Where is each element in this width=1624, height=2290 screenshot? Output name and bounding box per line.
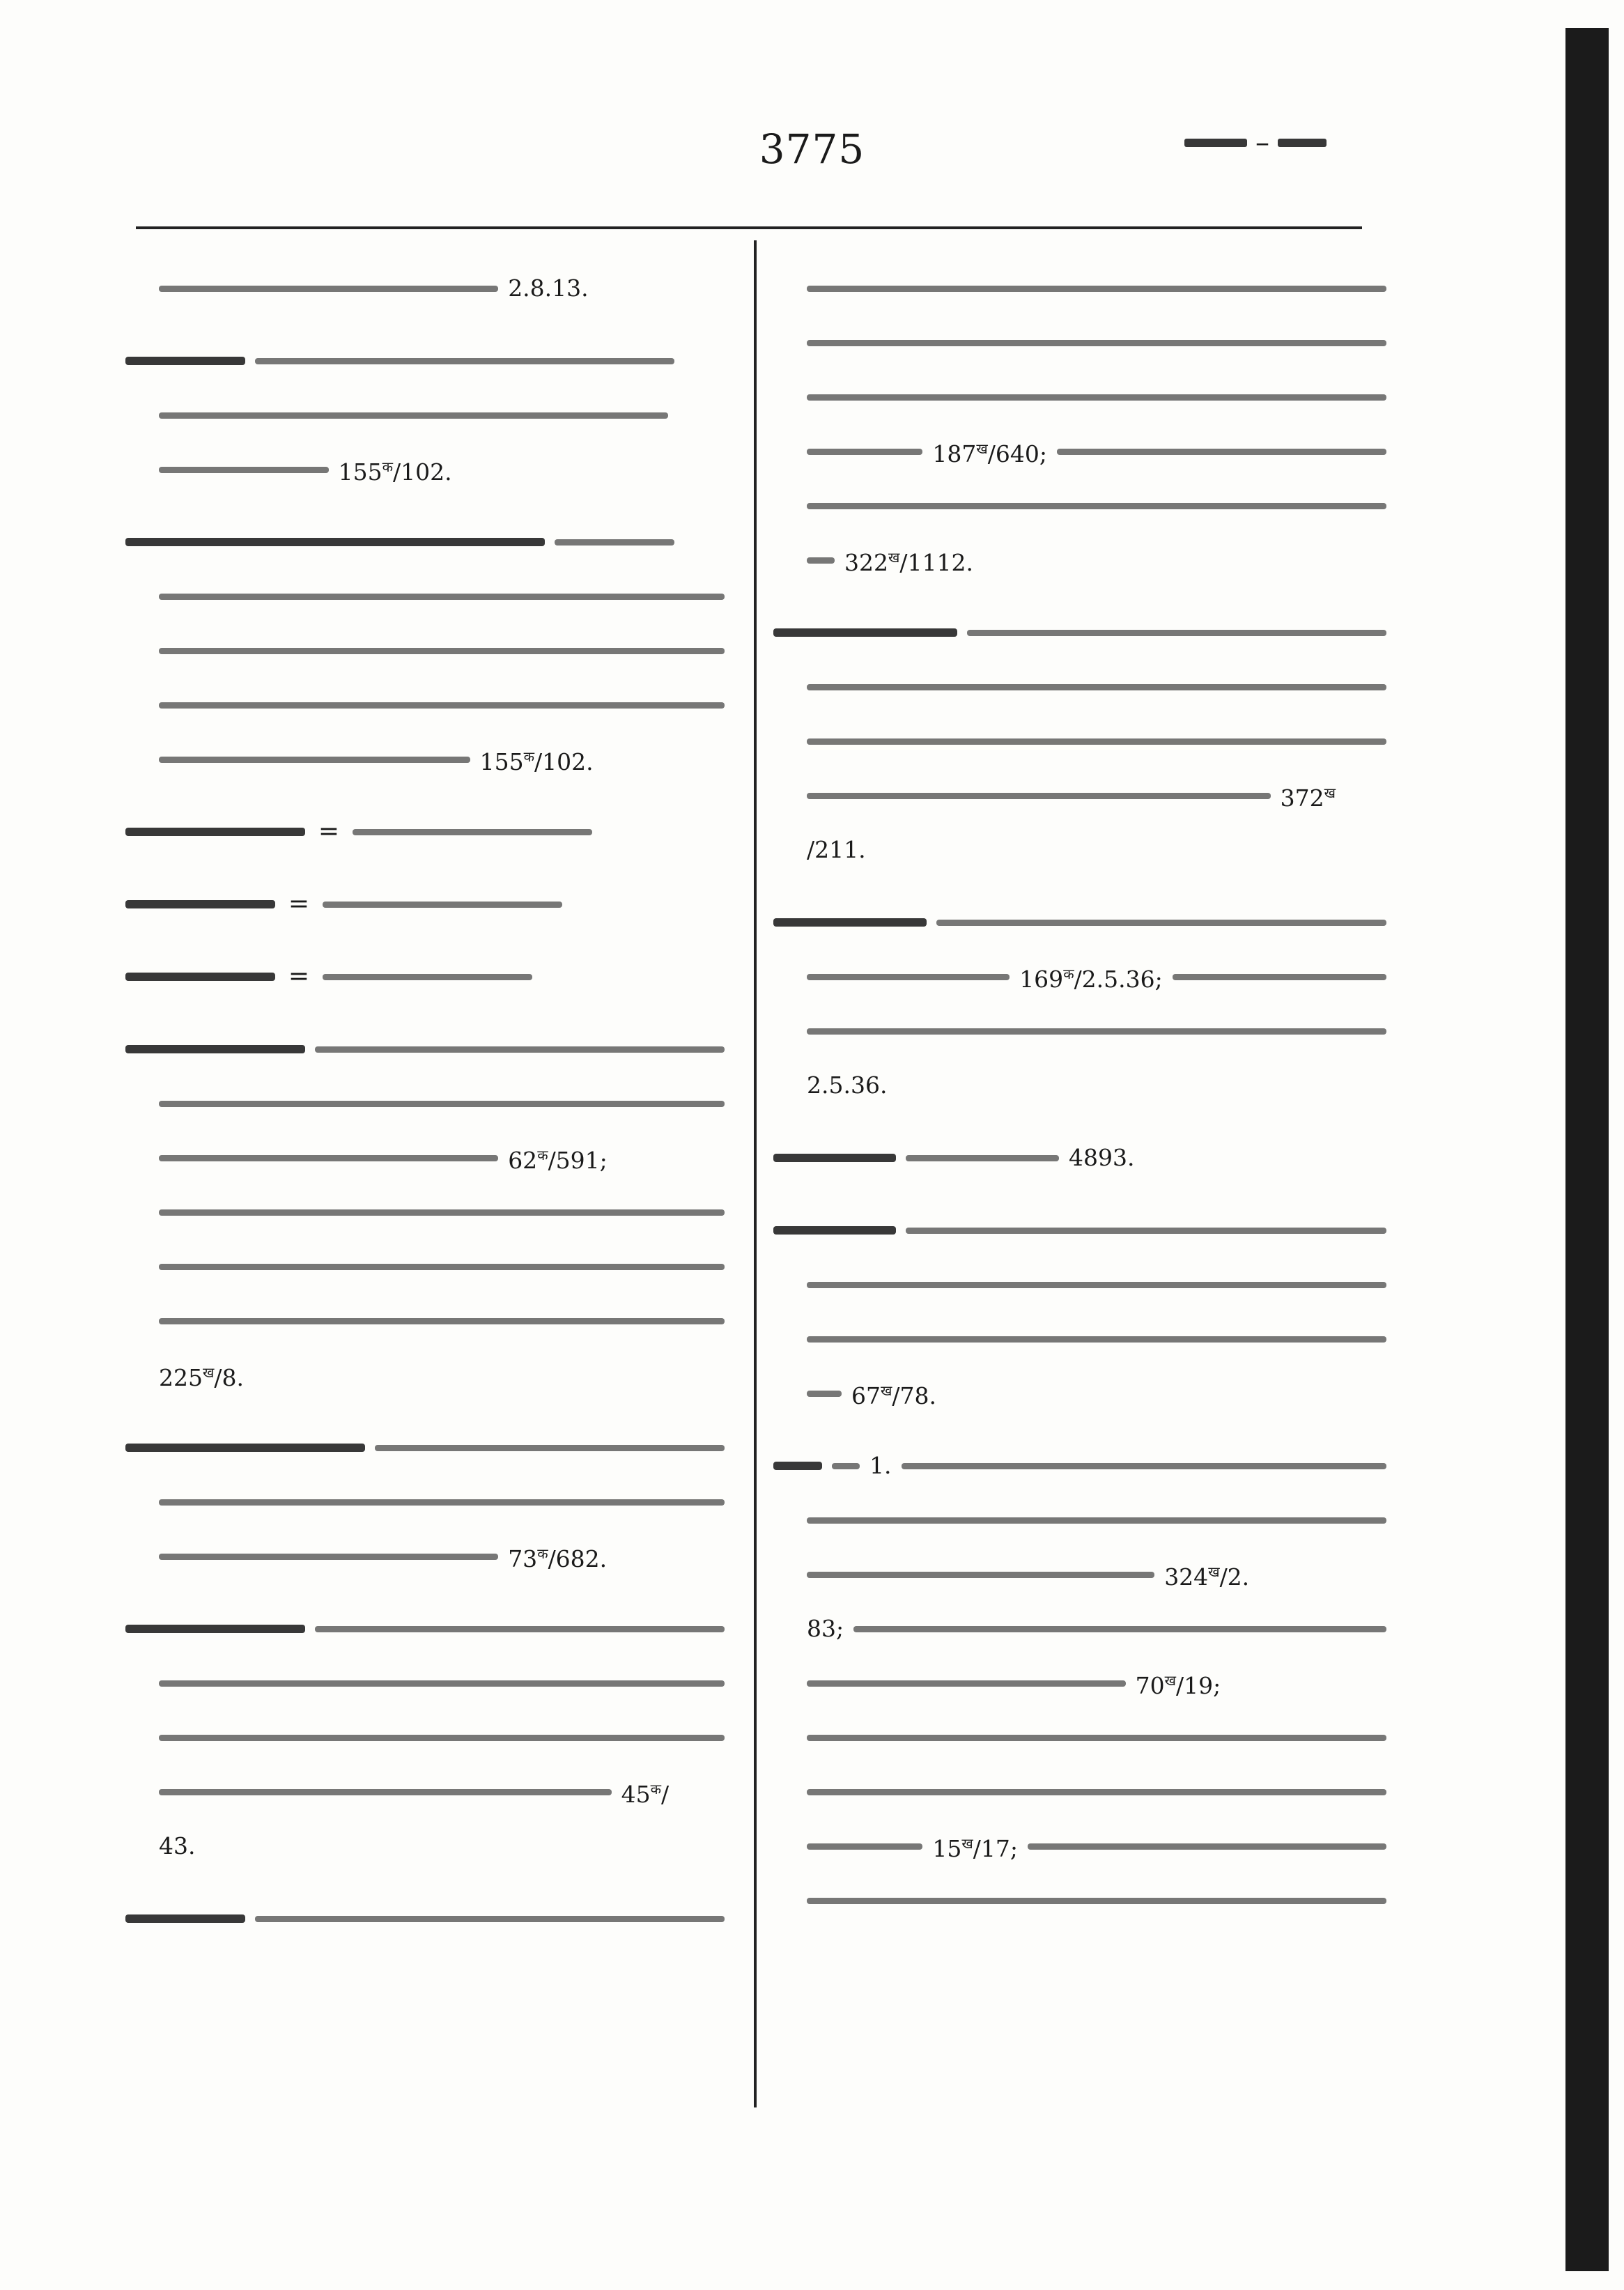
cross-reference-entry: = — [125, 805, 725, 859]
sense-number: 1. — [869, 1452, 892, 1479]
dictionary-entry — [125, 1421, 725, 1584]
dictionary-entry — [125, 334, 725, 497]
dictionary-entry — [773, 1203, 1386, 1421]
citation: 4893. — [1069, 1144, 1135, 1171]
citation: $322^ख/1112$. — [844, 549, 973, 576]
left-column — [125, 261, 725, 1964]
citation: $187^ख/640$; — [932, 440, 1047, 467]
citation: $169^क/2.5.36$; — [1019, 966, 1163, 993]
citation: $155^क/102$. — [338, 458, 452, 486]
citation: $15^ख/17$; — [932, 1835, 1018, 1862]
citation: $225^ख/8$. — [159, 1364, 244, 1391]
cross-reference-entry: = — [125, 877, 725, 931]
citation: 2.5.36. — [807, 1071, 888, 1099]
citation: $45^क/$ — [621, 1781, 670, 1808]
dictionary-entry — [125, 515, 725, 787]
citation: /211. — [807, 836, 866, 863]
page-number: 3775 — [759, 125, 865, 173]
dictionary-entry — [125, 1022, 725, 1402]
citation: $324^ख/2$. — [1164, 1563, 1250, 1591]
citation: 2.8.13. — [508, 274, 589, 302]
dictionary-entry — [125, 1891, 725, 1946]
running-head-end-term — [1278, 139, 1327, 147]
dictionary-entry-continued — [773, 261, 1386, 587]
citation: 83; — [807, 1615, 844, 1642]
citation: $67^ख/78$. — [851, 1382, 936, 1409]
citation: $70^ख/19$; — [1135, 1672, 1221, 1699]
citation: $155^क/102$. — [479, 748, 594, 775]
citation: 43. — [159, 1832, 196, 1859]
running-head-dash: – — [1255, 127, 1269, 159]
running-head-start-term — [1184, 139, 1247, 147]
citation: $372^ख$ — [1280, 784, 1336, 812]
citation: $73^क/682$. — [508, 1545, 608, 1572]
header-rule — [136, 226, 1362, 229]
dictionary-entry — [773, 895, 1386, 1113]
citation: $62^क/591$; — [508, 1147, 608, 1174]
dictionary-entry — [773, 1439, 1386, 1928]
dictionary-entry — [773, 1131, 1386, 1185]
dictionary-entry — [773, 605, 1386, 877]
running-head — [1184, 128, 1379, 157]
cross-reference-entry: = — [125, 950, 725, 1004]
page-binding-edge — [1565, 28, 1609, 2271]
dictionary-entry — [125, 261, 725, 316]
right-column — [773, 261, 1386, 1946]
column-divider — [754, 240, 757, 2107]
dictionary-entry — [125, 1602, 725, 1873]
